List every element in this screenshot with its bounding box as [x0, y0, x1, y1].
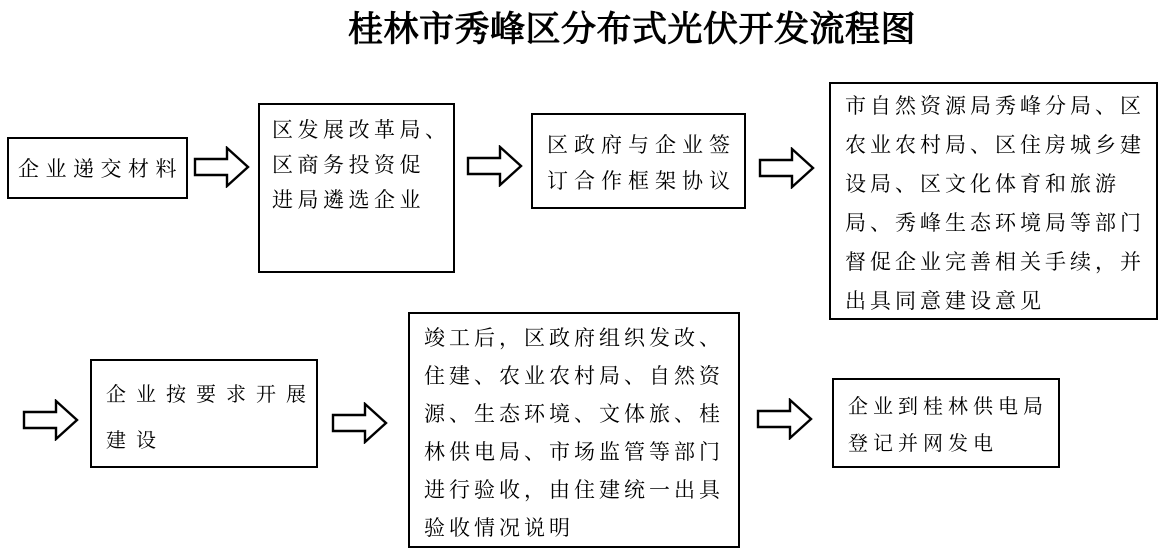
flow-step-3-box [531, 113, 746, 209]
flow-step-3-text: 订合作框架协议 [547, 169, 736, 193]
flow-step-4-text: 出具同意建设意见 [845, 289, 1045, 313]
page-title: 桂林市秀峰区分布式光伏开发流程图 [348, 10, 917, 49]
flow-step-7-text: 登记并网发电 [848, 433, 998, 455]
flow-step-7-text: 企业到桂林供电局 [848, 396, 1048, 418]
flow-step-6-text: 源、生态环境、文体旅、桂 [424, 402, 724, 426]
flow-step-6-text: 竣工后，区政府组织发改、 [424, 326, 724, 350]
flow-step-1-text: 企业递交材料 [18, 157, 183, 181]
flow-arrow-right-icon [758, 147, 815, 189]
flow-step-6-box [408, 312, 740, 548]
flow-step-4-text: 设局、区文化体育和旅游 [845, 172, 1120, 196]
flow-step-4-text: 农业农村局、区住房城乡建 [845, 133, 1145, 157]
flow-step-6-text: 进行验收，由住建统一出具 [424, 478, 724, 502]
flow-step-2-text: 进局遴选企业 [272, 188, 425, 212]
flow-step-3-text: 区政府与企业签 [547, 133, 736, 157]
flow-step-6-text: 住建、农业农村局、自然资 [424, 364, 724, 388]
flow-arrow-right-icon [22, 399, 79, 441]
flow-step-5-text: 企业按要求开展 [106, 384, 316, 406]
flow-step-4-text: 市自然资源局秀峰分局、区 [845, 94, 1145, 118]
flow-arrow-right-icon [331, 402, 388, 444]
flow-step-5-text: 建设 [106, 430, 166, 452]
flow-step-2-text: 区商务投资促 [272, 153, 425, 177]
flow-arrow-right-icon [193, 146, 250, 188]
flow-step-4-text: 局、秀峰生态环境局等部门 [845, 211, 1145, 235]
flow-step-6-text: 验收情况说明 [424, 516, 574, 540]
flow-arrow-right-icon [466, 145, 523, 187]
flow-step-4-text: 督促企业完善相关手续，并 [845, 250, 1145, 274]
flow-step-6-text: 林供电局、市场监管等部门 [424, 440, 724, 464]
flow-step-2-box [258, 103, 455, 273]
flow-step-7-box [832, 378, 1060, 468]
flow-step-5-box [90, 359, 318, 468]
flow-step-1-box [7, 137, 188, 199]
flow-step-2-text: 区发展改革局、 [272, 118, 451, 142]
flow-step-4-box [829, 82, 1158, 320]
flow-arrow-right-icon [756, 398, 813, 440]
